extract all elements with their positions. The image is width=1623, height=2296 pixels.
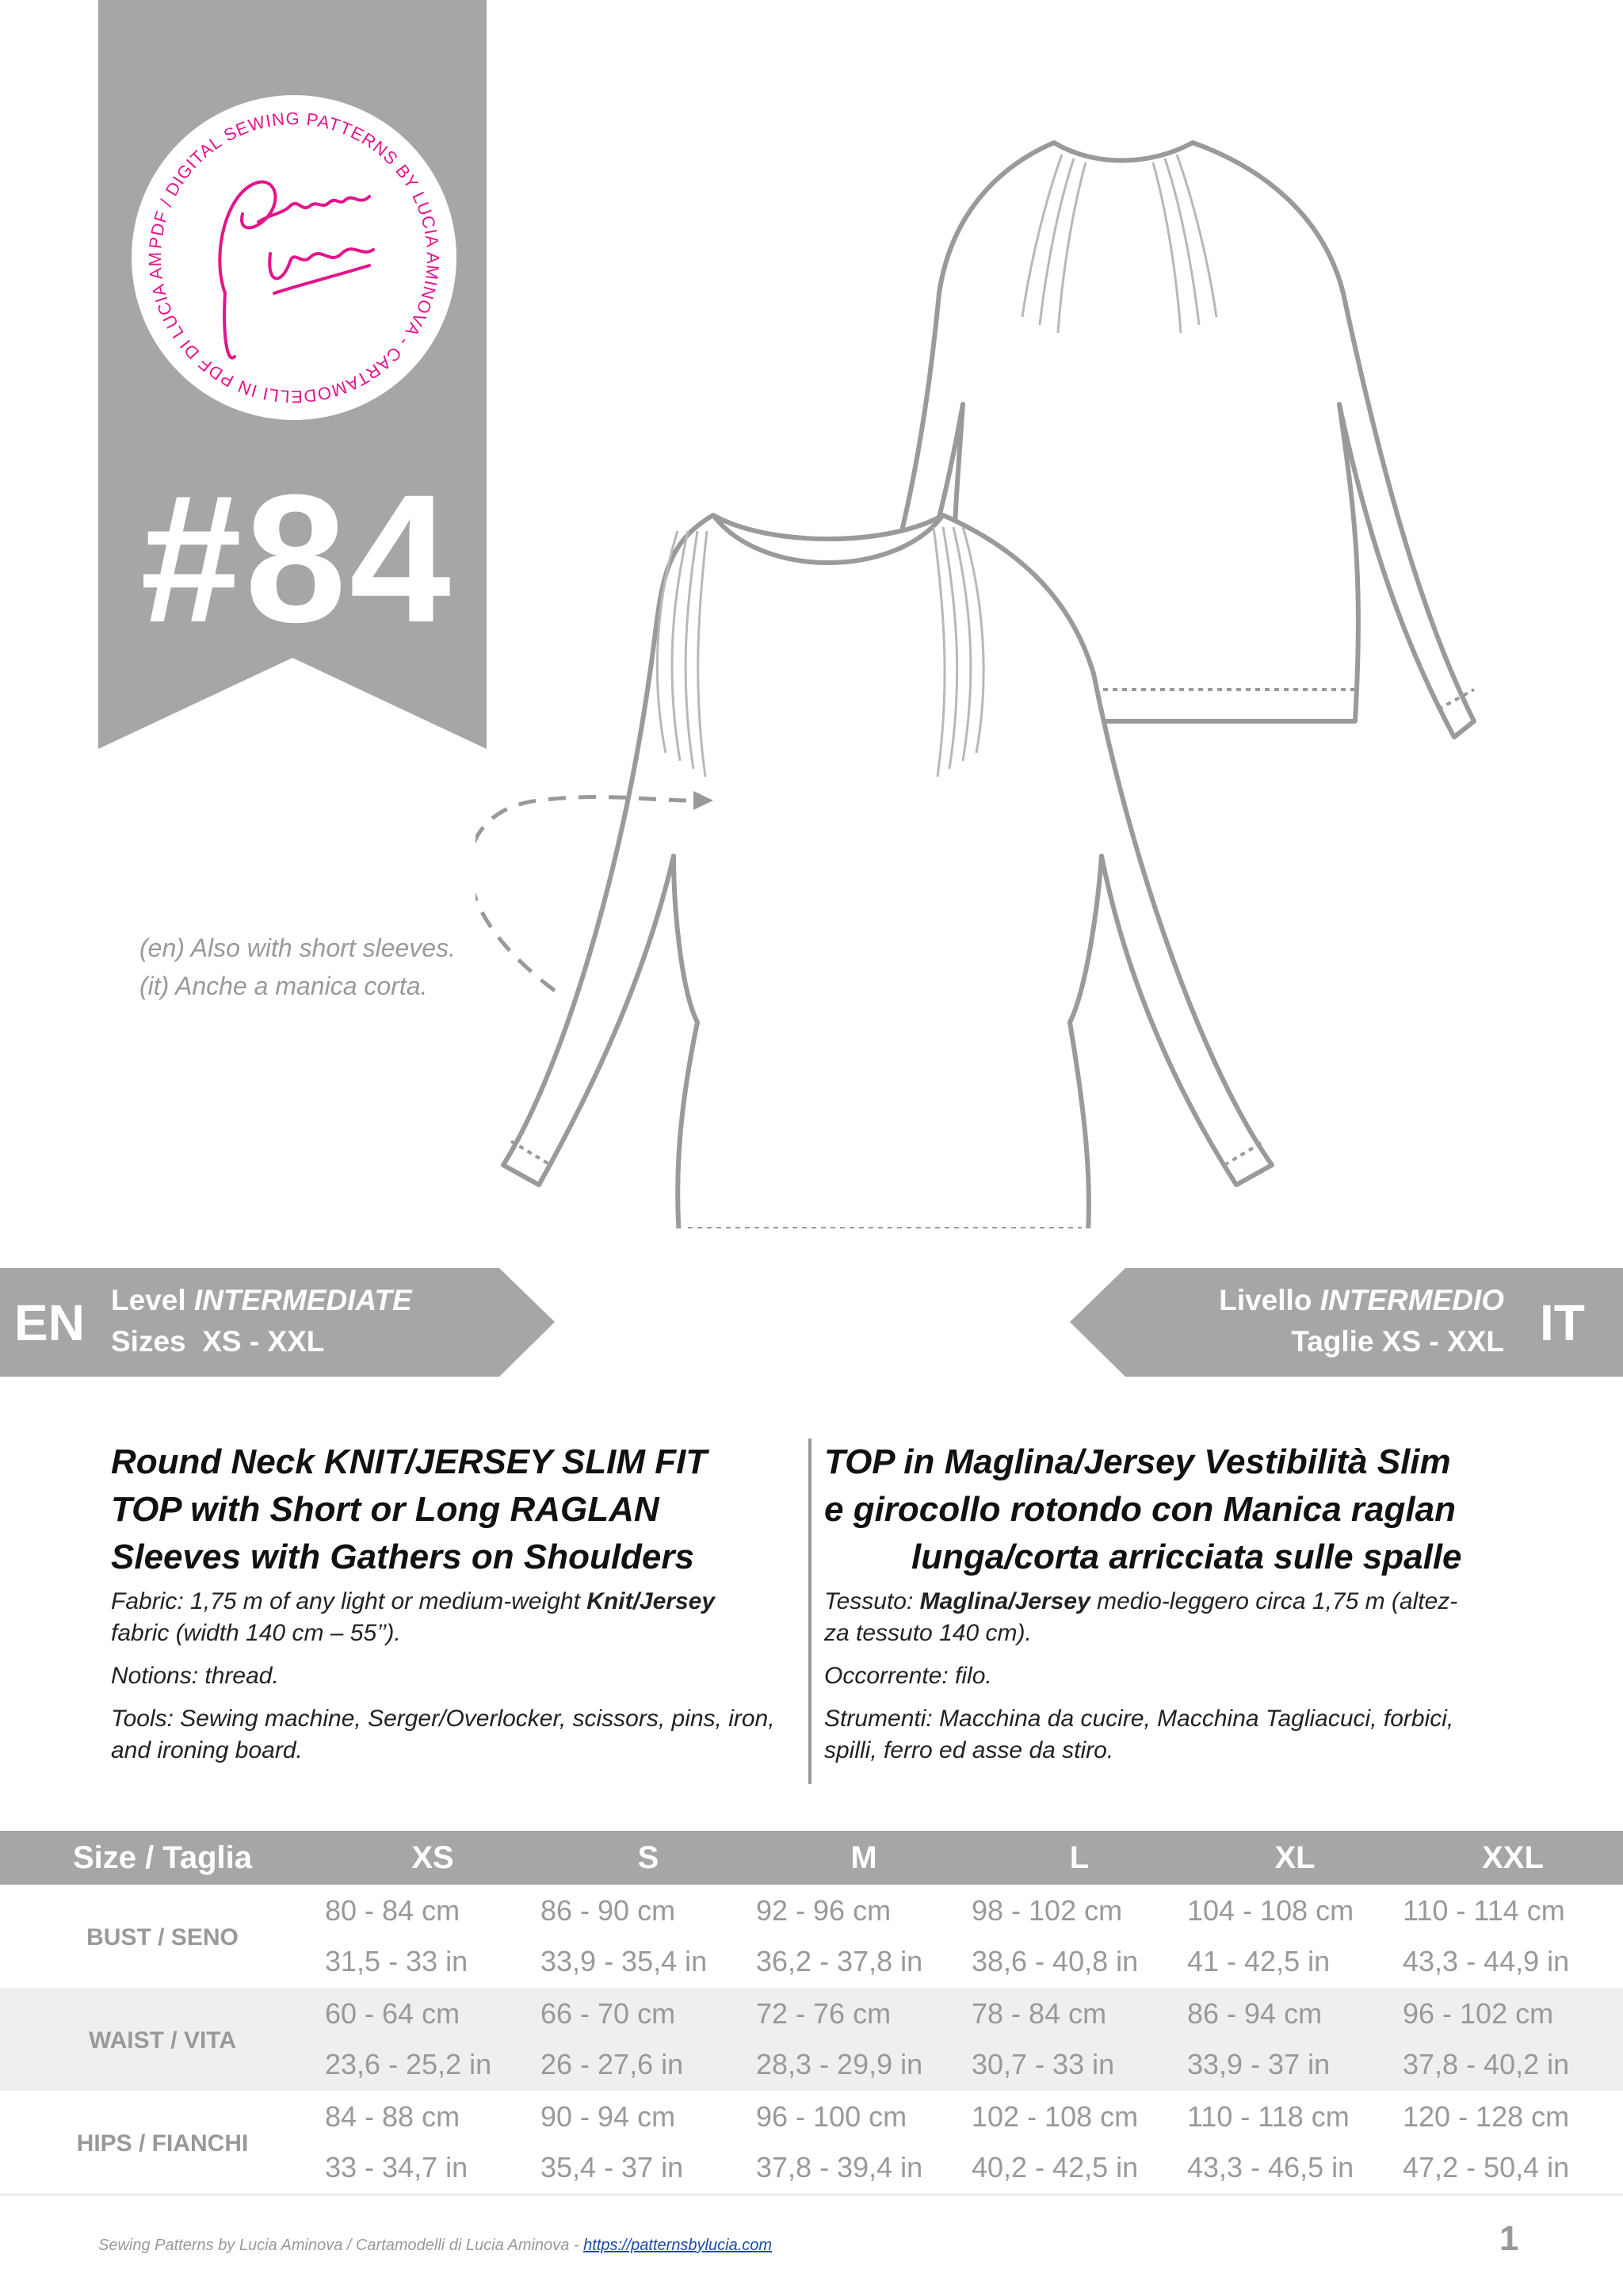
size-header-label: Size / Taglia	[73, 1840, 252, 1875]
table-cell: 38,6 - 40,8 in	[972, 1945, 1139, 1977]
row-divider	[0, 2194, 1623, 2195]
table-cell: 47,2 - 50,4 in	[1403, 2151, 1570, 2183]
table-cell: 66 - 70 cm	[540, 1997, 676, 2030]
sizes-label-en: Sizes	[111, 1325, 186, 1358]
brand-logo	[132, 95, 456, 420]
table-cell: 98 - 102 cm	[972, 1894, 1123, 1927]
table-cell: 40,2 - 42,5 in	[972, 2151, 1139, 2183]
level-label-en: Level	[111, 1284, 186, 1316]
size-col-xxl: XXL	[1482, 1840, 1544, 1875]
language-code-it: IT	[1540, 1294, 1585, 1351]
title-line-it-1: TOP in Maglina/Jersey Vestibilità Slim	[824, 1442, 1451, 1481]
table-cell: 26 - 27,6 in	[540, 2048, 684, 2080]
description-en	[111, 1438, 792, 1767]
table-cell: 43,3 - 44,9 in	[1403, 1945, 1570, 1977]
brand-ring-text: PDF / DIGITAL SEWING PATTERNS BY LUCIA AMINOVA - CARTAMODELLI IN PDF DI LUCIA AM	[144, 108, 444, 407]
table-cell: 37,8 - 40,2 in	[1403, 2048, 1570, 2080]
measurement-label: HIPS / FIANCHI	[76, 2130, 249, 2157]
sizes-label-it: Taglie	[1291, 1325, 1374, 1358]
sizes-value-it: XS - XXL	[1381, 1325, 1504, 1358]
table-cell: 33,9 - 37 in	[1187, 2048, 1331, 2080]
table-cell: 33 - 34,7 in	[325, 2151, 468, 2183]
short-sleeve-note-en: (en) Also with short sleeves.	[139, 934, 456, 962]
title-line-it-3: lunga/corta arricciata sulle spalle	[911, 1538, 1462, 1576]
page-number: 1	[1499, 2219, 1519, 2258]
language-code-en: EN	[14, 1294, 85, 1351]
title-line-en-3: Sleeves with Gathers on Shoulders	[111, 1538, 694, 1576]
level-label-it: Livello	[1219, 1284, 1312, 1316]
table-cell: 102 - 108 cm	[972, 2100, 1139, 2133]
short-sleeve-note	[139, 929, 456, 1005]
table-cell: 23,6 - 25,2 in	[325, 2048, 492, 2080]
notions-text-en: Notions: thread.	[111, 1663, 279, 1689]
table-cell: 92 - 96 cm	[756, 1894, 892, 1927]
table-cell: 37,8 - 39,4 in	[756, 2151, 923, 2183]
table-cell: 80 - 84 cm	[325, 1894, 460, 1927]
footer-credit: Sewing Patterns by Lucia Aminova / Cartamodelli di Lucia Aminova - https://patternsbylucia.com	[98, 2237, 773, 2254]
table-cell: 120 - 128 cm	[1403, 2100, 1570, 2133]
short-sleeve-note-it: (it) Anche a manica corta.	[139, 972, 428, 1000]
level-info-it	[1219, 1280, 1504, 1362]
table-cell: 35,4 - 37 in	[540, 2151, 684, 2183]
table-cell: 60 - 64 cm	[325, 1997, 460, 2030]
model-number: #84	[140, 457, 454, 660]
table-cell: 41 - 42,5 in	[1187, 1945, 1331, 1977]
garment-flat-sketches	[475, 119, 1623, 1228]
table-cell: 104 - 108 cm	[1187, 1894, 1354, 1927]
level-value-it: INTERMEDIO	[1319, 1284, 1504, 1316]
table-cell: 30,7 - 33 in	[972, 2048, 1115, 2080]
table-cell: 31,5 - 33 in	[325, 1945, 468, 1977]
table-cell: 96 - 100 cm	[756, 2100, 907, 2133]
table-cell: 28,3 - 29,9 in	[756, 2048, 923, 2080]
table-cell: 36,2 - 37,8 in	[756, 1945, 923, 1977]
sizes-value-en: XS - XXL	[202, 1325, 325, 1358]
size-col-l: L	[1069, 1840, 1090, 1875]
measurement-label: BUST / SENO	[86, 1924, 239, 1950]
fabric-text-it: Tessuto: Maglina/Jersey medio-leggero circa 1,75 m (altez- za tessuto 140 cm).	[824, 1588, 1458, 1646]
size-col-xl: XL	[1274, 1840, 1316, 1875]
level-info-en	[111, 1280, 412, 1362]
website-link[interactable]: https://patternsbylucia.com	[583, 2237, 773, 2254]
table-cell: 84 - 88 cm	[325, 2100, 460, 2133]
size-col-s: S	[637, 1840, 659, 1875]
table-cell: 78 - 84 cm	[972, 1997, 1107, 2030]
svg-text:PDF / DIGITAL SEWING PATTERNS	[132, 95, 443, 407]
table-cell: 96 - 102 cm	[1403, 1997, 1554, 2030]
description-it	[824, 1438, 1537, 1767]
level-value-en: INTERMEDIATE	[193, 1284, 412, 1316]
table-cell: 90 - 94 cm	[540, 2100, 676, 2133]
table-cell: 86 - 90 cm	[540, 1894, 676, 1927]
size-table-header	[0, 1831, 1623, 1885]
tools-text-en: Tools: Sewing machine, Serger/Overlocker, scissors, pins, iron, and ironing board.	[111, 1706, 775, 1763]
brand-badge	[132, 95, 456, 420]
table-cell: 33,9 - 35,4 in	[540, 1945, 708, 1977]
size-col-xs: XS	[411, 1840, 454, 1875]
table-cell: 110 - 118 cm	[1187, 2100, 1350, 2133]
notions-text-it: Occorrente: filo.	[824, 1663, 992, 1689]
size-col-m: M	[850, 1840, 877, 1875]
table-cell: 72 - 76 cm	[756, 1997, 892, 2030]
column-divider	[808, 1438, 812, 1784]
fabric-text-en: Fabric: 1,75 m of any light or medium-weight Knit/Jersey fabric (width 140 cm – 55’’).	[111, 1588, 715, 1646]
tools-text-it: Strumenti: Macchina da cucire, Macchina Tagliacuci, forbici, spilli, ferro ed asse da stiro.	[824, 1706, 1454, 1763]
table-cell: 86 - 94 cm	[1187, 1997, 1323, 2030]
table-cell: 110 - 114 cm	[1403, 1894, 1565, 1927]
title-line-en-2: TOP with Short or Long RAGLAN	[111, 1490, 659, 1529]
title-line-en-1: Round Neck KNIT/JERSEY SLIM FIT	[111, 1442, 708, 1481]
measurement-label: WAIST / VITA	[88, 2027, 237, 2053]
table-cell: 43,3 - 46,5 in	[1187, 2151, 1354, 2183]
title-line-it-2: e girocollo rotondo con Manica raglan	[824, 1490, 1456, 1529]
